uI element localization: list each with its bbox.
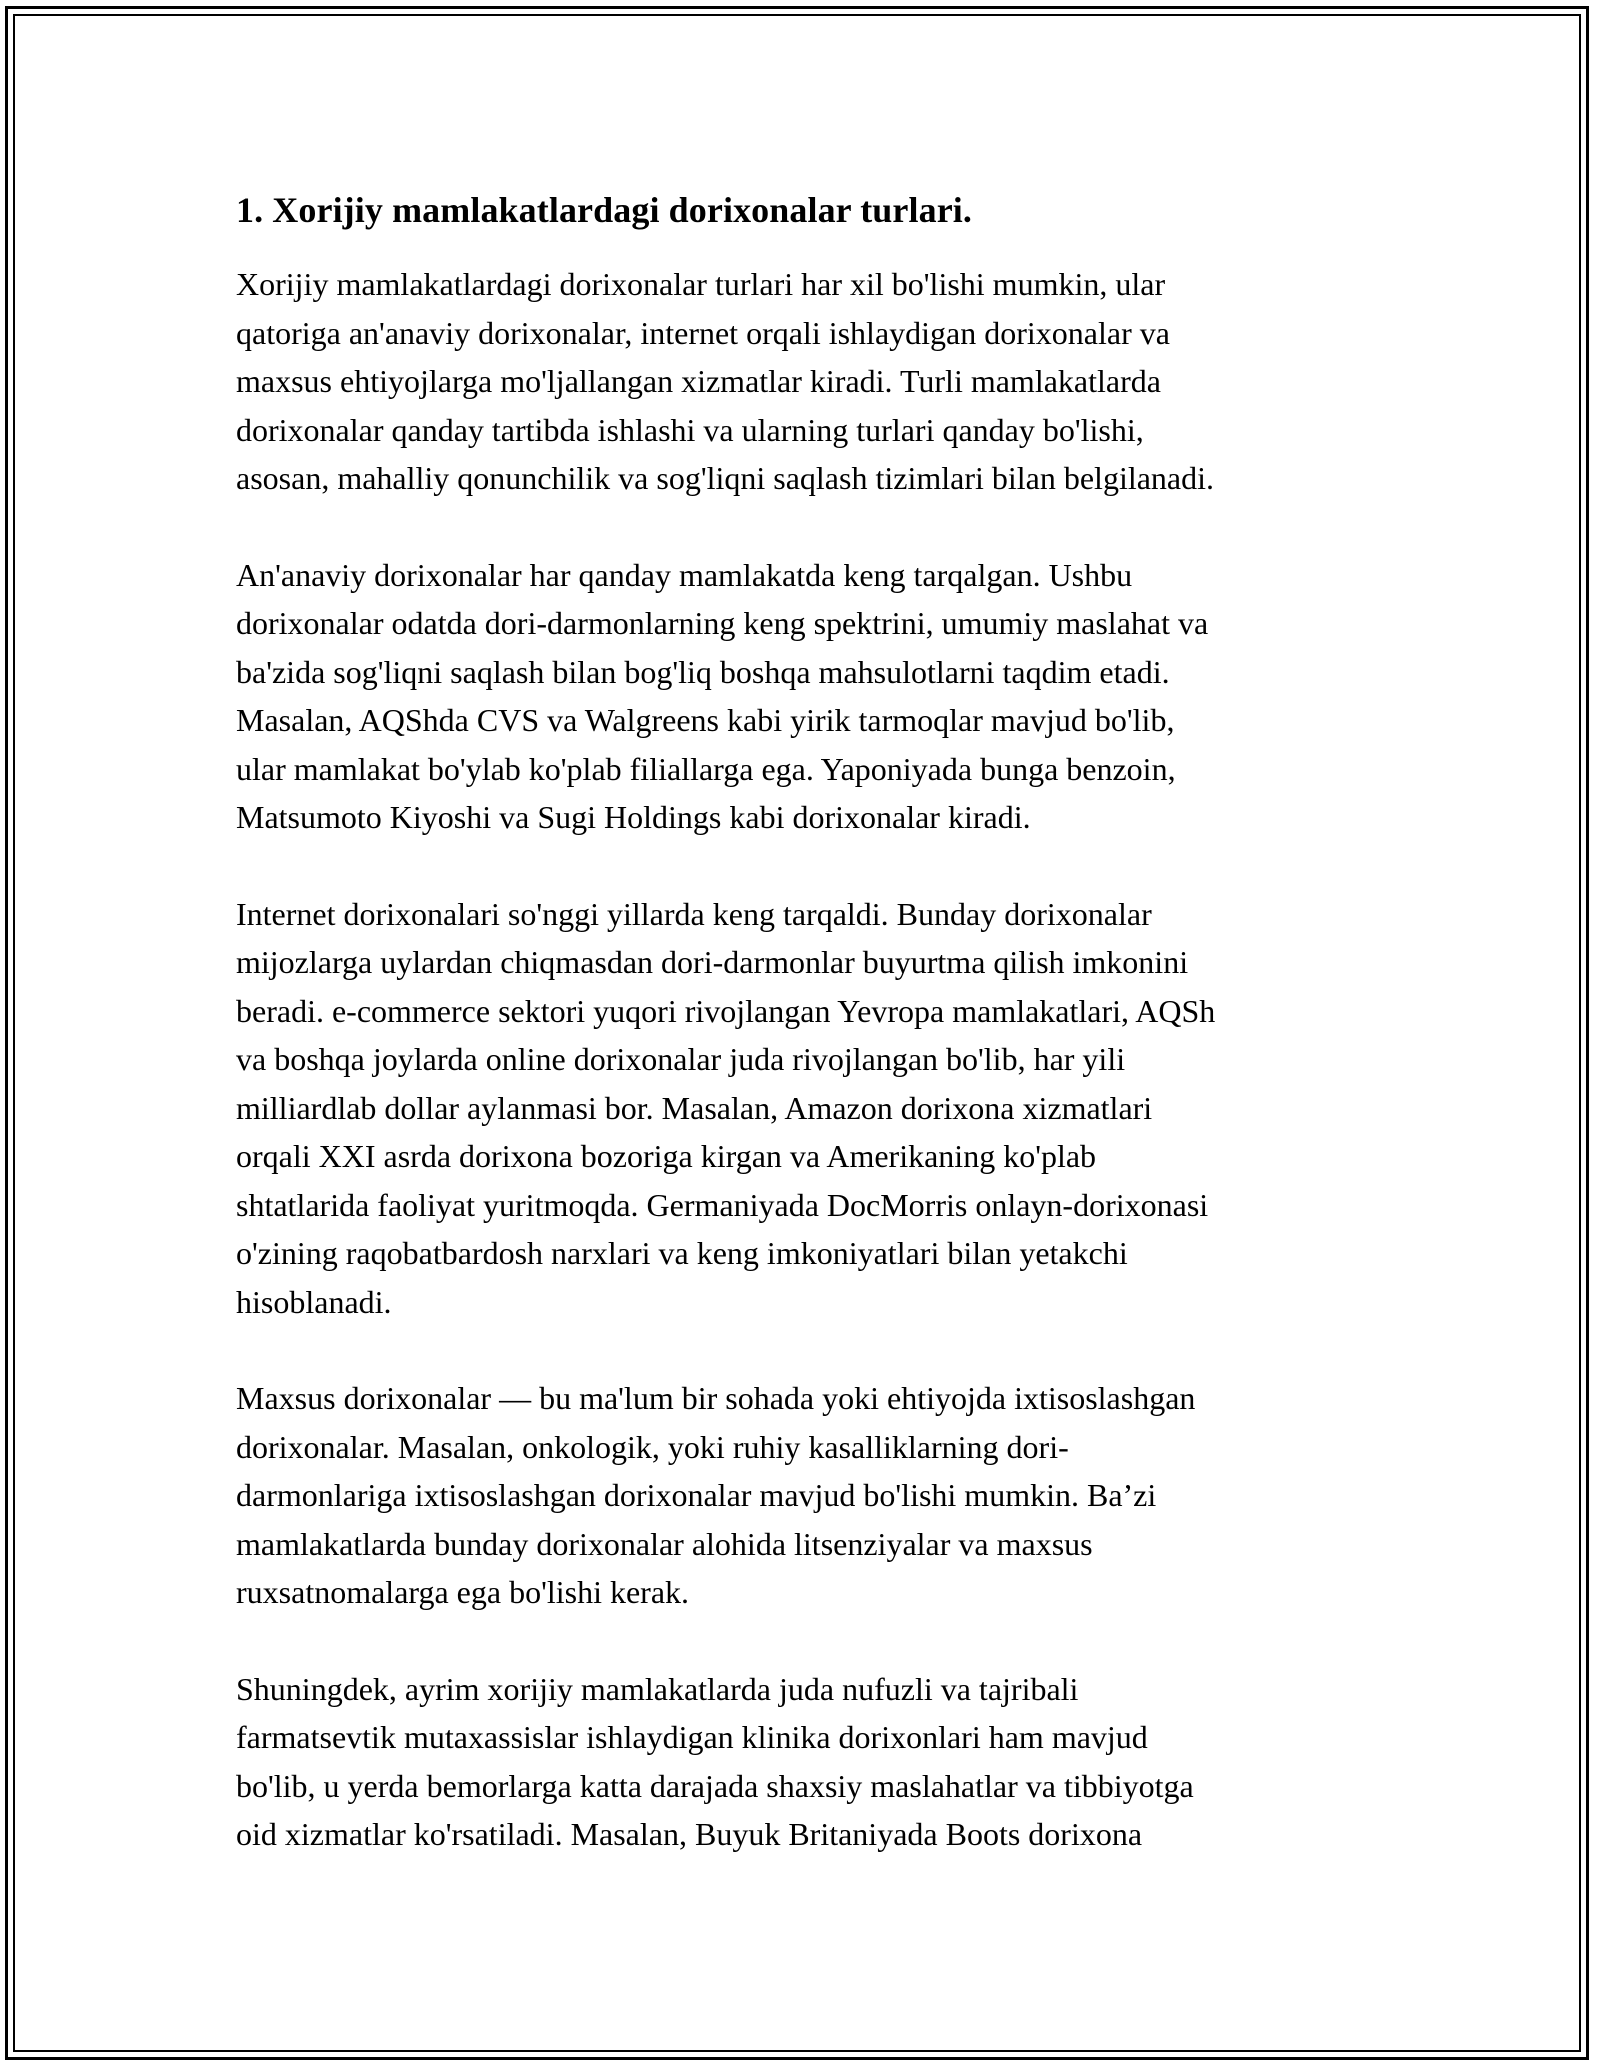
section-heading: 1. Xorijiy mamlakatlardagi dorixonalar turlari. [236, 190, 972, 230]
paragraph-clinic-pharmacies: Shuningdek, ayrim xorijiy mamlakatlarda juda nufuzli va tajribali farmatsevtik mutaxassislar ishlaydigan klinika dorixonlari ham mavjud bo'lib, u yerda bemorlarga katta darajada shaxsiy maslahatlar va tibbiyotga oid xizmatlar ko'rsatiladi. Masalan, Buyuk Britaniyada Boots dorixona [236, 1670, 1194, 1852]
paragraph-intro: Xorijiy mamlakatlardagi dorixonalar turlari har xil bo'lishi mumkin, ular qatoriga an'anaviy dorixonalar, internet orqali ishlaydigan dorixonalar va maxsus ehtiyojlarga mo'ljallangan xizmatlar kiradi. Turli mamlakatlarda dorixonalar qanday tartibda ishlashi va ularning turlari qanday bo'lishi, asosan, mahalliy qonunchilik va sog'liqni saqlash tizimlari bilan belgilanadi. [236, 266, 1215, 496]
document-body [236, 188, 1376, 1907]
paragraph-special-pharmacies: Maxsus dorixonalar — bu ma'lum bir sohada yoki ehtiyojda ixtisoslashgan dorixonalar. Masalan, onkologik, yoki ruhiy kasalliklarning dori- darmonlariga ixtisoslashgan dorixonalar mavjud bo'lishi mumkin. Ba’zi mamlakatlarda bunday dorixonalar alohida litsenziyalar va maxsus ruxsatnomalarga ega bo'lishi kerak. [236, 1380, 1196, 1610]
paragraph-traditional-pharmacies: An'anaviy dorixonalar har qanday mamlakatda keng tarqalgan. Ushbu dorixonalar odatda dori-darmonlarning keng spektrini, umumiy maslahat va ba'zida sog'liqni saqlash bilan bog'liq boshqa mahsulotlarni taqdim etadi. Masalan, AQShda CVS va Walgreens kabi yirik tarmoqlar mavjud bo'lib, ular mamlakat bo'ylab ko'plab filiallarga ega. Yaponiyada bunga benzoin, Matsumoto Kiyoshi va Sugi Holdings kabi dorixonalar kiradi. [236, 556, 1209, 835]
paragraph-internet-pharmacies: Internet dorixonalari so'nggi yillarda keng tarqaldi. Bunday dorixonalar mijozlarga uylardan chiqmasdan dori-darmonlar buyurtma qilish imkonini beradi. e-commerce sektori yuqori rivojlangan Yevropa mamlakatlari, AQSh va boshqa joylarda online dorixonalar juda rivojlangan bo'lib, har yili milliardlab dollar aylanmasi bor. Masalan, Amazon dorixona xizmatlari orqali XXI asrda dorixona bozoriga kirgan va Amerikaning ko'plab shtatlarida faoliyat yuritmoqda. Germaniyada DocMorris onlayn-dorixonasi o'zining raqobatbardosh narxlari va keng imkoniyatlari bilan yetakchi hisoblanadi. [236, 895, 1216, 1320]
